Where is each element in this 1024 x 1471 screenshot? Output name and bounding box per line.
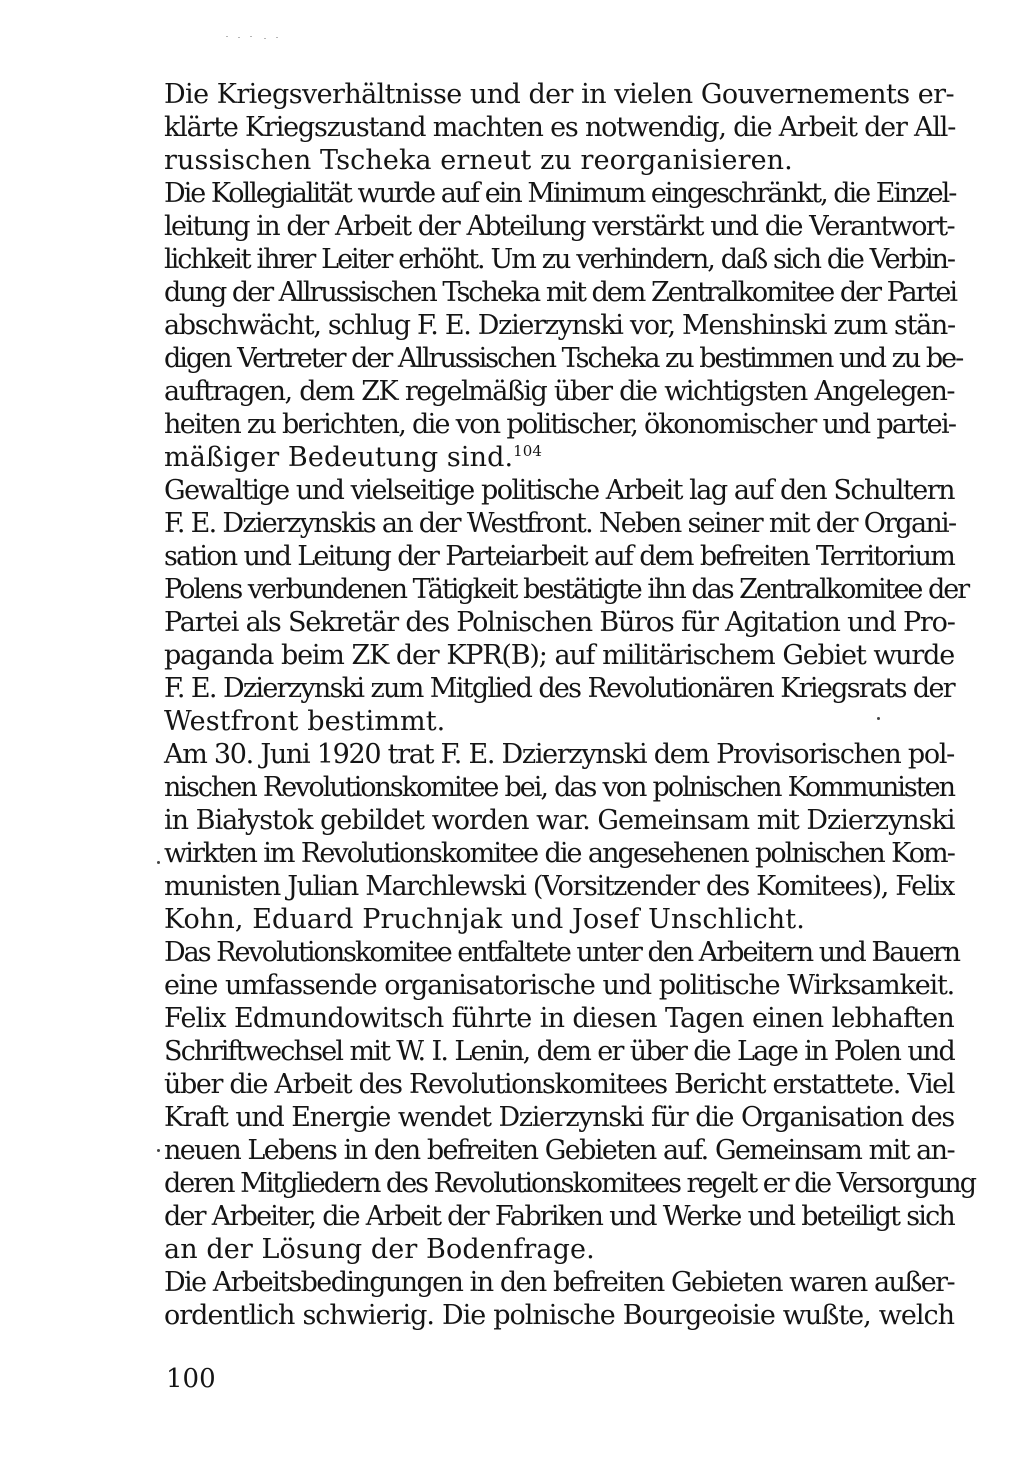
text-line — [164, 804, 954, 837]
body-text — [164, 78, 975, 1332]
text-line-content: Gewaltige und vielseitige politische Arbeit lag auf den Schultern — [164, 475, 954, 506]
text-line — [164, 1002, 954, 1035]
text-line-content: Die Kollegialität wurde auf ein Minimum eingeschränkt, die Einzel- — [164, 178, 956, 209]
text-line-content: auftragen, dem ZK regelmäßig über die wichtigsten Angelegen- — [164, 376, 954, 407]
text-line — [164, 375, 954, 408]
scan-speck — [264, 38, 266, 39]
text-line — [164, 111, 954, 144]
paragraph — [164, 474, 969, 738]
text-line-content: abschwächt, schlug F. E. Dzierzynski vor, Menshinski zum stän- — [164, 310, 955, 341]
text-line — [164, 672, 954, 705]
text-line — [164, 177, 954, 210]
text-line — [164, 1167, 975, 1200]
text-line-content: munisten Julian Marchlewski (Vorsitzender des Komitees), Felix — [164, 871, 954, 902]
text-line — [164, 1200, 954, 1233]
text-line — [164, 78, 954, 111]
text-line — [164, 243, 954, 276]
page-number: 100 — [166, 1364, 216, 1394]
text-line — [164, 1101, 954, 1134]
scan-mark — [157, 861, 160, 864]
text-line — [164, 276, 954, 309]
text-line-content: sation und Leitung der Parteiarbeit auf dem befreiten Territorium — [164, 541, 954, 572]
text-line — [164, 474, 954, 507]
text-line-content: der Arbeiter, die Arbeit der Fabriken und Werke und beteiligt sich — [164, 1201, 954, 1232]
text-line-content: eine umfassende organisatorische und politische Wirksamkeit. — [164, 970, 954, 1001]
text-line-content: dung der Allrussischen Tscheka mit dem Zentralkomitee der Partei — [164, 277, 956, 308]
text-line-content: mäßiger Bedeutung sind. — [164, 442, 514, 473]
paragraph — [164, 738, 954, 936]
text-line — [164, 936, 960, 969]
text-line — [164, 903, 954, 936]
scan-speck — [226, 36, 228, 37]
text-line-content: Partei als Sekretär des Polnischen Büros für Agitation und Pro- — [164, 607, 955, 638]
text-line-content: Kohn, Eduard Pruchnjak und Josef Unschlicht. — [164, 904, 805, 935]
text-line-content: klärte Kriegszustand machten es notwendig, die Arbeit der All- — [164, 112, 956, 143]
text-line — [164, 837, 954, 870]
text-line — [164, 870, 954, 903]
text-line — [164, 507, 954, 540]
text-line — [164, 1299, 954, 1332]
text-line-content: Westfront bestimmt. — [164, 706, 446, 737]
text-line — [164, 969, 954, 1002]
scan-speck — [276, 37, 278, 38]
text-line — [164, 540, 954, 573]
scan-specks — [226, 34, 286, 40]
text-line — [164, 1068, 954, 1101]
text-line-content: paganda beim ZK der KPR(B); auf militärischem Gebiet wurde — [164, 640, 954, 671]
text-line-content: Das Revolutionskomitee entfaltete unter den Arbeitern und Bauern — [164, 937, 960, 968]
text-line-content: digen Vertreter der Allrussischen Tscheka zu bestimmen und zu be- — [164, 343, 963, 374]
text-line — [164, 771, 954, 804]
text-line-content: an der Lösung der Bodenfrage. — [164, 1234, 595, 1265]
text-line — [164, 606, 954, 639]
text-line-content: leitung in der Arbeit der Abteilung verstärkt und die Verantwort- — [164, 211, 954, 242]
text-line — [164, 441, 954, 474]
text-line-content: Felix Edmundowitsch führte in diesen Tagen einen lebhaften — [164, 1003, 954, 1034]
paragraph — [164, 177, 963, 474]
text-line-content: lichkeit ihrer Leiter erhöht. Um zu verhindern, daß sich die Verbin- — [164, 244, 954, 275]
text-line-content: deren Mitgliedern des Revolutionskomitees regelt er die Versorgung — [164, 1168, 975, 1199]
text-line-content: russischen Tscheka erneut zu reorganisieren. — [164, 145, 793, 176]
text-line-content: Polens verbundenen Tätigkeit bestätigte ihn das Zentralkomitee der — [164, 574, 969, 605]
text-line-content: neuen Lebens in den befreiten Gebieten auf. Gemeinsam mit an- — [164, 1135, 954, 1166]
text-line-content: Schriftwechsel mit W. I. Lenin, dem er über die Lage in Polen und — [164, 1036, 954, 1067]
text-line-content: Die Kriegsverhältnisse und der in vielen Gouvernements er- — [164, 79, 954, 110]
text-line — [164, 705, 954, 738]
scan-speck — [238, 37, 240, 38]
text-line-content: nischen Revolutionskomitee bei, das von polnischen Kommunisten — [164, 772, 954, 803]
text-line — [164, 738, 954, 771]
text-line — [164, 1035, 954, 1068]
paragraph — [164, 1266, 954, 1332]
text-line — [164, 342, 963, 375]
text-line — [164, 408, 954, 441]
text-line-content: Kraft und Energie wendet Dzierzynski für die Organisation des — [164, 1102, 954, 1133]
paragraph — [164, 936, 975, 1266]
text-line-content: Am 30. Juni 1920 trat F. E. Dzierzynski dem Provisorischen pol- — [164, 739, 954, 770]
text-line-content: F. E. Dzierzynskis an der Westfront. Neben seiner mit der Organi- — [164, 508, 956, 539]
text-line — [164, 639, 954, 672]
text-line-content: ordentlich schwierig. Die polnische Bourgeoisie wußte, welch — [164, 1300, 954, 1331]
text-line-content: F. E. Dzierzynski zum Mitglied des Revolutionären Kriegsrats der — [164, 673, 954, 704]
text-line — [164, 1266, 954, 1299]
text-line — [164, 309, 954, 342]
text-line — [164, 144, 954, 177]
text-line — [164, 573, 969, 606]
text-line-content: über die Arbeit des Revolutionskomitees Bericht erstattete. Viel — [164, 1069, 954, 1100]
text-line — [164, 210, 954, 243]
text-line-content: Die Arbeitsbedingungen in den befreiten Gebieten waren außer- — [164, 1267, 954, 1298]
scan-mark — [877, 717, 880, 720]
text-line-content: in Białystok gebildet worden war. Gemeinsam mit Dzierzynski — [164, 805, 955, 836]
footnote-reference: 104 — [513, 442, 543, 460]
text-line-content: heiten zu berichten, die von politischer, ökonomischer und partei- — [164, 409, 956, 440]
scan-speck — [250, 36, 252, 37]
text-line — [164, 1233, 954, 1266]
scan-mark — [157, 1149, 160, 1152]
text-line — [164, 1134, 954, 1167]
text-line-content: wirkten im Revolutionskomitee die angesehenen polnischen Kom- — [164, 838, 954, 869]
paragraph — [164, 78, 954, 177]
